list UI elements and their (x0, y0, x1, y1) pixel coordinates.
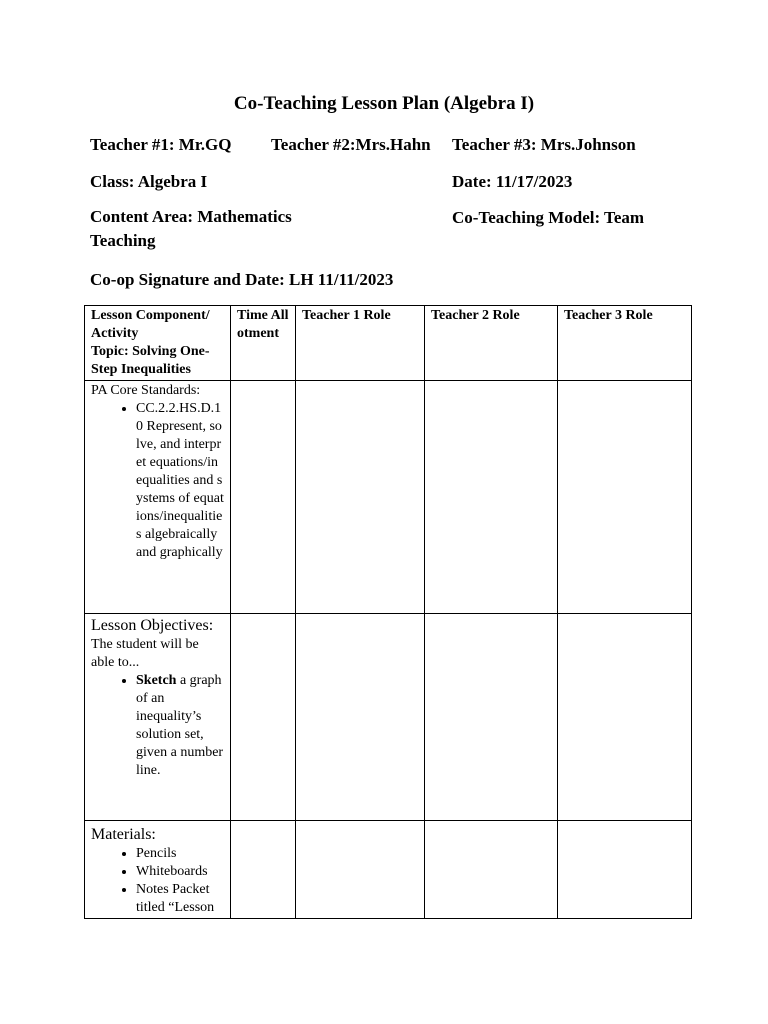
header-lesson-component: Lesson Component/ Activity Topic: Solving One-Step Inequalities (85, 306, 231, 381)
document-title: Co-Teaching Lesson Plan (Algebra I) (233, 93, 535, 114)
objectives-intro: The student will be able to... (91, 637, 199, 670)
signature-field: Co-op Signature and Date: LH 11/11/2023 (90, 270, 394, 289)
co-teaching-model-field: Co-Teaching Model: Team (452, 208, 645, 227)
standard-item: • CC.2.2.HS.D.10 Represent, solve, and interpret equations/inequalities and systems of equations/inequalities algebraically and graphically (136, 400, 224, 562)
table-row (85, 614, 692, 821)
teacher-3: Teacher #3: Mrs.Johnson (452, 135, 636, 154)
objectives-heading: Lesson Objectives: (91, 617, 214, 634)
table-row (85, 381, 692, 614)
standards-label: PA Core Standards: (91, 383, 201, 398)
lesson-plan-table (84, 305, 692, 919)
standards-cell (85, 381, 231, 614)
table-header-row (85, 306, 692, 381)
header-teacher-2-role: Teacher 2 Role (425, 306, 558, 381)
header-teacher-3-role: Teacher 3 Role (558, 306, 692, 381)
date-field: Date: 11/17/2023 (452, 172, 573, 191)
materials-cell (85, 821, 231, 919)
teacher-2: Teacher #2:Mrs.Hahn (271, 135, 431, 154)
content-area-field: Content Area: Mathematics Teaching (90, 207, 292, 250)
material-item: • Whiteboards (136, 863, 224, 881)
class-field: Class: Algebra I (90, 172, 208, 191)
header-time-allotment: Time Allotment (231, 306, 296, 381)
material-item: • Pencils (136, 845, 224, 863)
objective-item: • Sketch a graph of an inequality’s solution set, given a number line. (136, 672, 224, 780)
table-row (85, 821, 692, 919)
objectives-cell (85, 614, 231, 821)
teacher-1: Teacher #1: Mr.GQ (90, 135, 232, 154)
materials-heading: Materials: (91, 826, 156, 843)
material-item: • Notes Packet titled “Lesson (136, 881, 224, 917)
header-teacher-1-role: Teacher 1 Role (296, 306, 425, 381)
